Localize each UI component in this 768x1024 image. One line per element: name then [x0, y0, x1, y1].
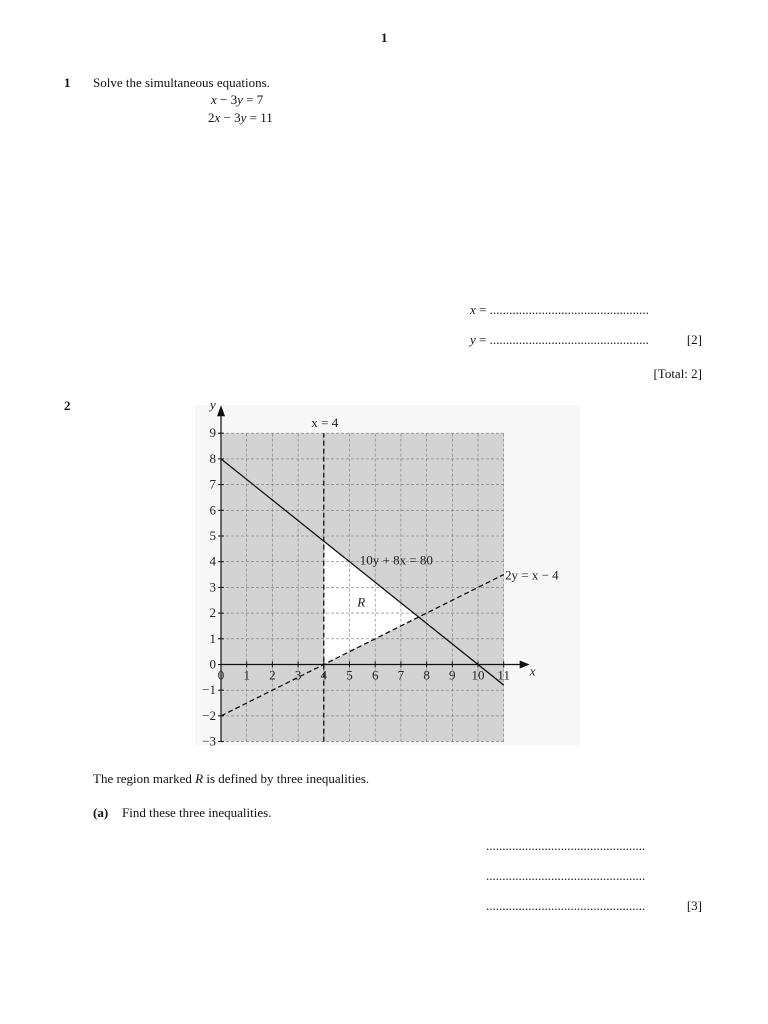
answer-line-3[interactable]: .................................................: [486, 898, 646, 913]
y-axis-label: y: [210, 397, 216, 413]
answer-line-2[interactable]: .................................................: [486, 868, 646, 883]
answer-line-1[interactable]: .................................................: [486, 838, 646, 853]
y-tick-label: 1: [209, 630, 216, 646]
total-marks-q1: [Total: 2]: [653, 366, 702, 381]
x-tick-label: 5: [346, 667, 353, 683]
label-x-equals-4: x = 4: [311, 415, 339, 431]
x-tick-label: 7: [397, 667, 405, 683]
answer-line-y[interactable]: y = .................................................: [470, 332, 649, 347]
x-tick-label: 4: [320, 667, 328, 683]
y-tick-label: 3: [209, 579, 216, 595]
x-tick-label: 6: [371, 667, 379, 683]
question-1-number: 1: [64, 75, 71, 90]
x-tick-label: 2: [269, 667, 276, 683]
x-tick-label: 8: [423, 667, 430, 683]
part-a-label: (a): [93, 805, 109, 820]
y-tick-label: −3: [202, 733, 216, 749]
y-tick-label: 4: [209, 553, 216, 569]
y-tick-label: 0: [209, 656, 216, 672]
equation-2: 2x − 3y = 11: [208, 110, 273, 125]
x-tick-label: 9: [449, 667, 456, 683]
question-2-number: 2: [64, 398, 71, 413]
x-tick-label: 10: [471, 667, 485, 683]
x-tick-label: 3: [294, 667, 302, 683]
equation-1: x − 3y = 7: [211, 92, 264, 107]
part-a-text: Find these three inequalities.: [122, 805, 272, 820]
x-tick-label: 1: [243, 667, 250, 683]
marks-q1: [2]: [686, 332, 702, 347]
x-tick-label: 0: [217, 667, 225, 683]
x-tick-label: 11: [497, 667, 510, 683]
y-tick-label: 7: [209, 476, 216, 492]
question-1-prompt: Solve the simultaneous equations.: [93, 75, 270, 90]
marks-q2a: [3]: [686, 898, 702, 913]
y-tick-label: −1: [202, 682, 216, 698]
region-r-label: R: [357, 594, 366, 610]
y-tick-label: 8: [209, 450, 216, 466]
page-number: 1: [381, 30, 388, 45]
y-tick-label: 6: [209, 502, 216, 518]
y-tick-label: 9: [209, 425, 216, 441]
y-tick-label: 5: [209, 528, 216, 543]
y-tick-label: 2: [209, 605, 216, 621]
region-description: The region marked R is defined by three inequalities.: [93, 771, 370, 786]
x-axis-label: x: [529, 663, 536, 679]
inequality-graph: [195, 397, 580, 749]
label-2y-equals-x-minus-4: 2y = x − 4: [504, 567, 559, 583]
label-10y-plus-8x: 10y + 8x = 80: [359, 552, 433, 568]
answer-line-x[interactable]: x = .................................................: [470, 302, 649, 317]
y-tick-label: −2: [202, 707, 216, 723]
